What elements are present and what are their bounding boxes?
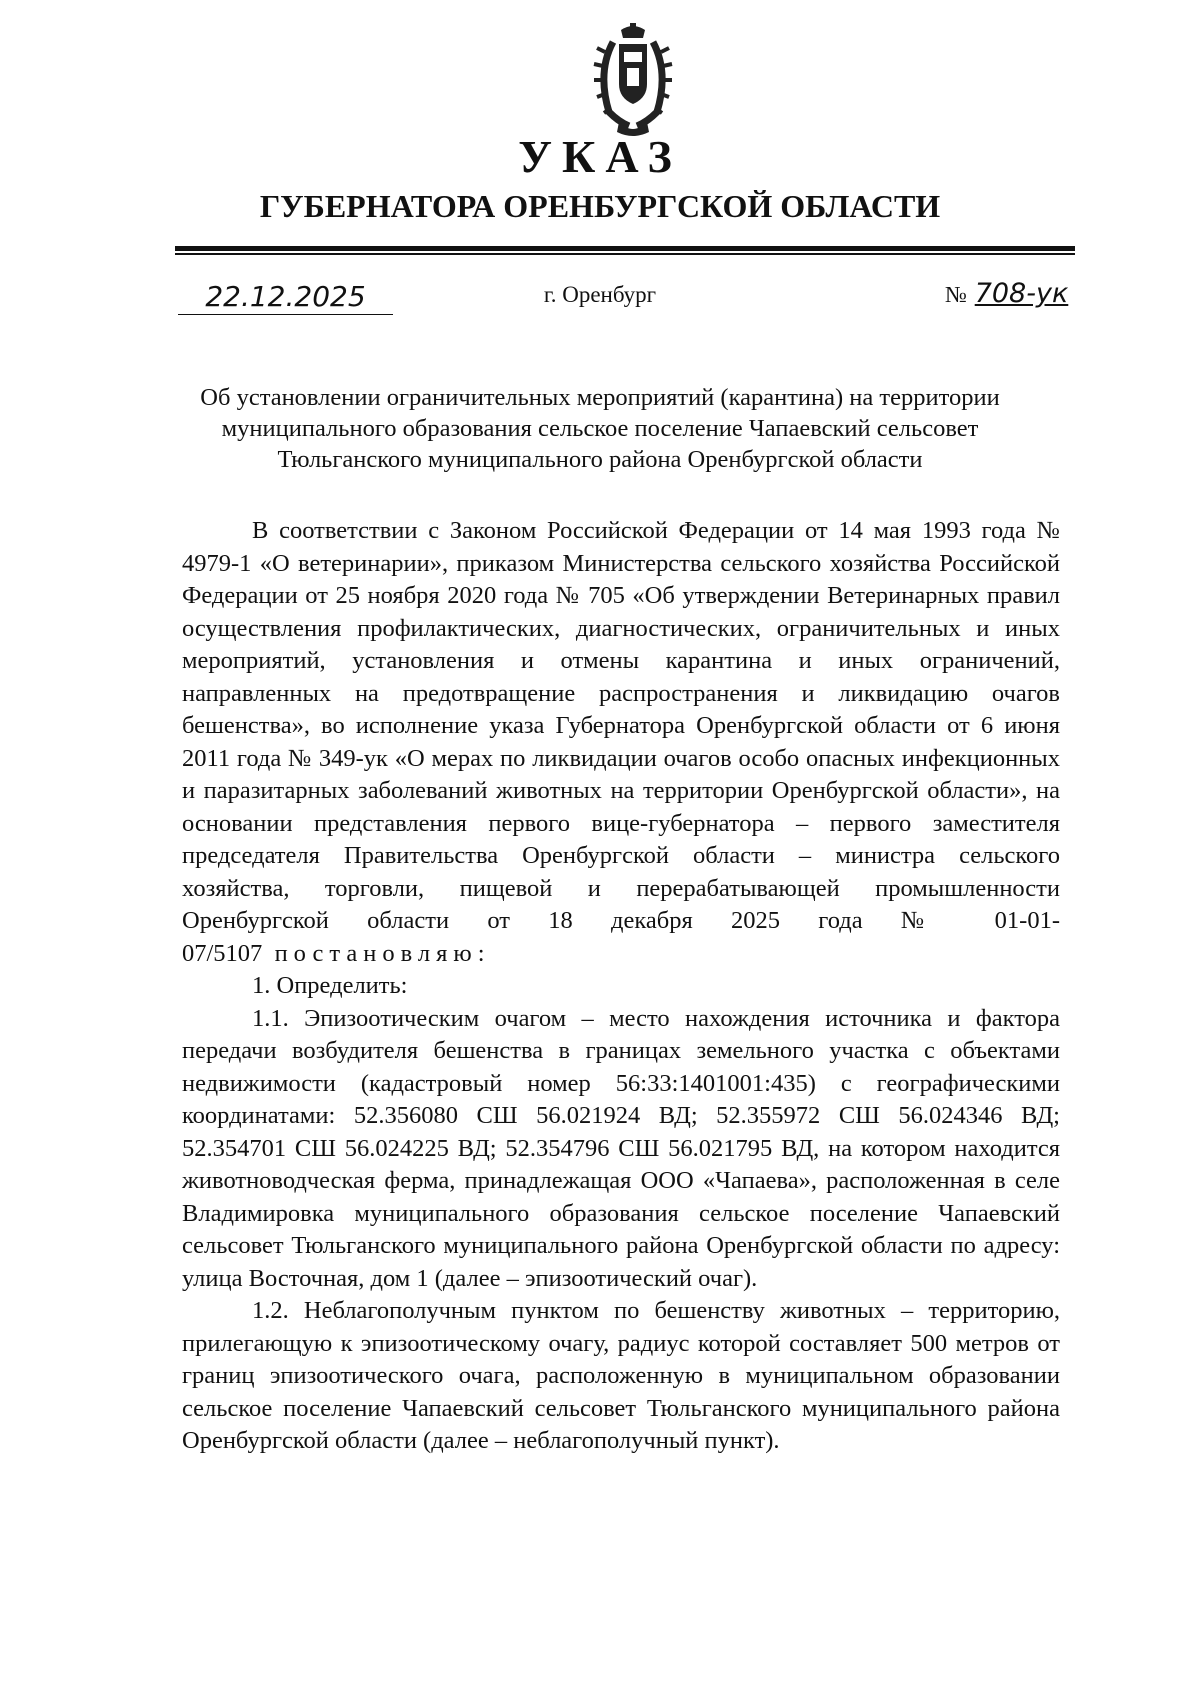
document-subtitle: ГУБЕРНАТОРА ОРЕНБУРГСКОЙ ОБЛАСТИ	[259, 188, 941, 224]
header-divider-thin	[175, 253, 1075, 255]
document-title: УКАЗ	[518, 131, 682, 182]
item-1-1: 1.1. Эпизоотическим очагом – место нахождения источника и фактора передачи возбудителя бешенства в границах земельного участка с объектами недвижимости (кадастровый номер 56:33:1401001:435) с географическими координатами: 52.356080 СШ 56.021924 ВД; 52.355972 СШ 56.024346 ВД; 52.354701 СШ 56.024225 ВД; 52.354796 СШ 56.021795 ВД, на котором находится животноводческая ферма, принадлежащая ООО «Чапаева», расположенная в селе Владимировка муниципального образования сельское поселение Чапаевский сельсовет Тюльганского муниципального района Оренбургской области по адресу: улица Восточная, дом 1 (далее – эпизоотический очаг).	[182, 1004, 1060, 1292]
decree-heading: Об установлении ограничительных мероприятий (карантина) на территории муниципального образования сельское поселение Чапаевский сельсовет Тюльганского муниципального района Оренбургской области	[200, 384, 1000, 473]
coat-of-arms-icon	[583, 22, 683, 140]
number-prefix: №	[945, 282, 967, 307]
decree-number	[945, 278, 1068, 309]
decree-date: 22.12.2025	[178, 280, 393, 315]
decree-city: г. Оренбург	[543, 282, 657, 307]
decree-body	[182, 515, 1060, 1458]
header-divider-thick	[175, 246, 1075, 251]
item-1-2: 1.2. Неблагополучным пунктом по бешенству животных – территорию, прилегающую к эпизоотическому очагу, радиус которой составляет 500 метров от границ эпизоотического очага, расположенную в муниципальном образовании сельское поселение Чапаевский сельсовет Тюльганского муниципального района Оренбургской области (далее – неблагополучный пункт).	[182, 1297, 1060, 1454]
number-value: 708-ук	[974, 278, 1069, 309]
decree-word: постановляю:	[274, 939, 491, 967]
preamble-paragraph	[182, 515, 1060, 970]
preamble-text: В соответствии с Законом Российской Федерации от 14 мая 1993 года № 4979-1 «О ветеринарии», приказом Министерства сельского хозяйства Российской Федерации от 25 ноября 2020 года № 705 «Об утверждении Ветеринарных правил осуществления профилактических, диагностических, ограничительных и иных мероприятий, установления и отмены карантина и иных ограничений, направленных на предотвращение распространения и ликвидацию очагов бешенства», во исполнение указа Губернатора Оренбургской области от 6 июня 2011 года № 349-ук «О мерах по ликвидации очагов особо опасных инфекционных и паразитарных заболеваний животных на территории Оренбургской области», на основании представления первого вице-губернатора – первого заместителя председателя Правительства Оренбургской области – министра сельского хозяйства, торговли, пищевой и перерабатывающей промышленности Оренбургской области от 18 декабря 2025 года № 01-01-07/5107	[182, 517, 1060, 967]
item-1: 1. Определить:	[252, 972, 408, 999]
